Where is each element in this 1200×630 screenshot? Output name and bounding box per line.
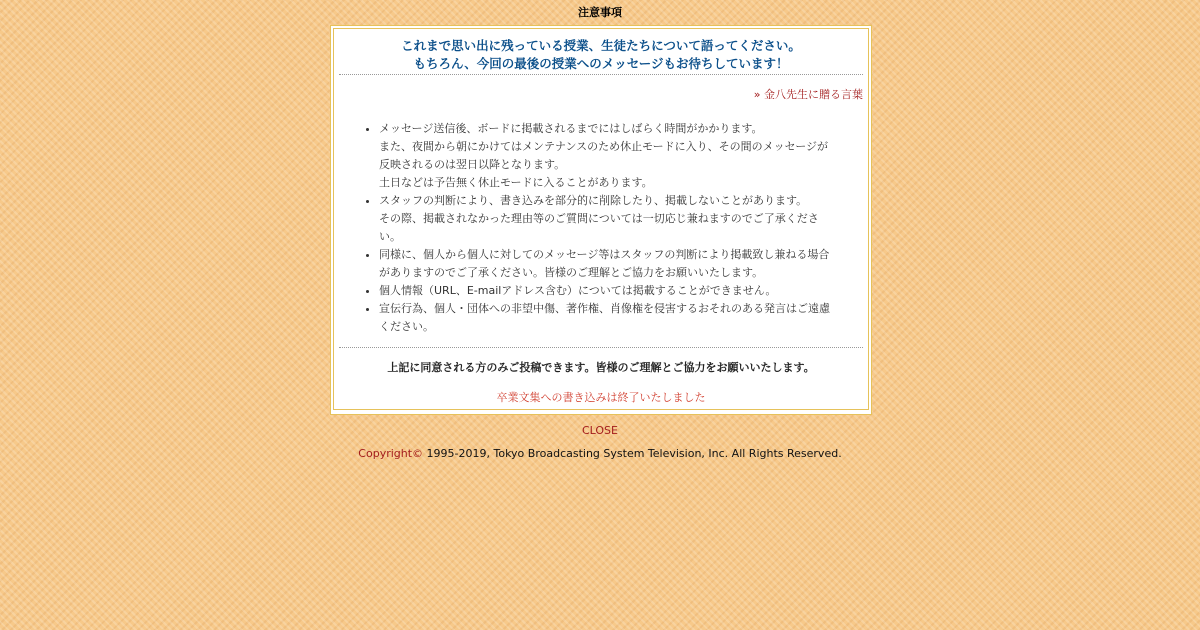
status-closed-text: 卒業文集への書き込みは終了いたしました [496,391,706,404]
rule-line: • 同様に、個人から個人に対してのメッセージ等はスタッフの判断により掲載致し兼ねる場合 [379,248,830,261]
rule-item [379,300,833,336]
link-row [339,88,863,102]
rule-line: い。 [379,230,401,243]
close-link[interactable]: CLOSE [581,424,618,437]
notice-panel [333,28,869,410]
rule-line: 反映されるのは翌日以降となります。 [379,158,566,171]
footer [0,447,1200,461]
rule-item [379,246,833,282]
intro-line-2: もちろん、今回の最後の授業へのメッセージもお待ちしています！ [413,56,789,71]
notice-frame [330,25,872,415]
close-row [0,424,1200,438]
rule-line: • スタッフの判断により、書き込みを部分的に削除したり、掲載しないことがあります。 [379,194,808,207]
kinpachi-message-link[interactable]: » 金八先生に贈る言葉 [753,88,863,101]
rule-item [379,120,833,192]
rule-item [379,192,833,246]
rule-line: • 宣伝行為、個人・団体への非望中傷、著作権、肖像権を侵害するおそれのある発言はご遠慮 [379,302,830,315]
intro-message [339,29,863,75]
agreement-text: 上記に同意される方のみご投稿できます。皆様のご理解とご協力をお願いいたします。 [387,361,815,374]
page-title: 注意事項 [578,6,622,19]
rule-line: 土日などは予告無く休止モードに入ることがあります。 [379,176,653,189]
rule-line: その際、掲載されなかった理由等のご質問については一切応じ兼ねますのでご了承くださ [379,212,819,225]
rule-line: がありますのでご了承ください。皆様のご理解とご協力をお願いいたします。 [379,266,764,279]
rule-item [379,282,833,300]
copyright-text: 1995-2019, Tokyo Broadcasting System Television, Inc. All Rights Reserved. [423,447,842,460]
rule-line: また、夜間から朝にかけてはメンテナンスのため休止モードに入り、その間のメッセージが [379,140,829,153]
copyright-link[interactable]: Copyright© [358,447,424,460]
rules-list [339,120,863,336]
divider [339,347,863,348]
rule-line: ください。 [379,320,434,333]
rule-line: • メッセージ送信後、ボードに掲載されるまでにはしばらく時間がかかります。 [379,122,763,135]
rule-line: • 個人情報（URL、E-mailアドレス含む）については掲載することができません。 [379,284,777,297]
intro-line-1: これまで思い出に残っている授業、生徒たちについて語ってください。 [401,38,801,53]
